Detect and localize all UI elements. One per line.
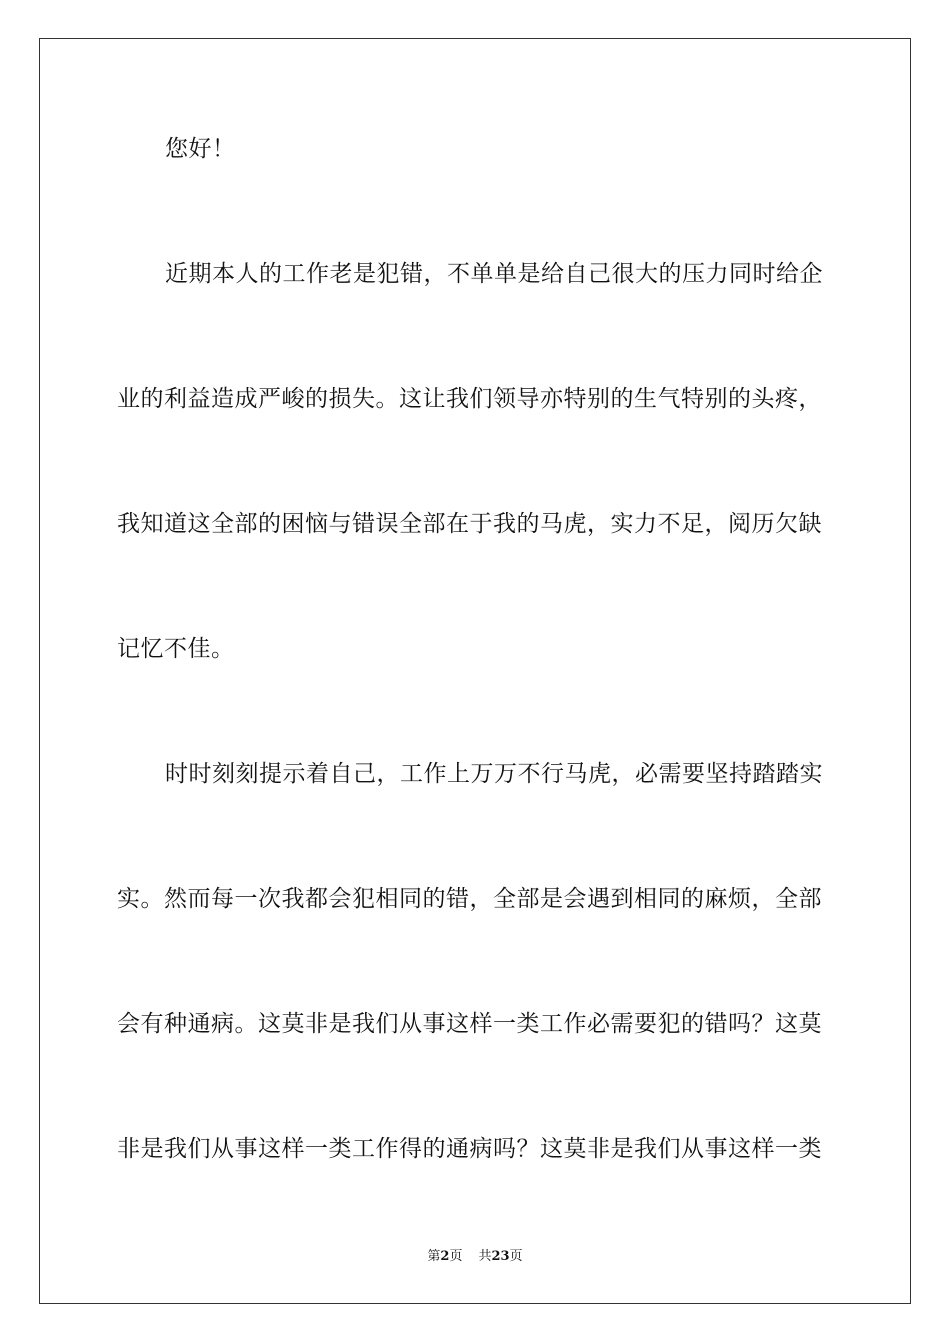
body-line-3: 我知道这全部的困恼与错误全部在于我的马虎，实力不足，阅历欠缺 [117,511,822,537]
body-line-1: 近期本人的工作老是犯错，不单单是给自己很大的压力同时给企 [165,261,823,287]
total-prefix: 共 [478,1249,492,1264]
page-footer [0,1248,950,1266]
body-line-5: 时时刻刻提示着自己，工作上万万不行马虎，必需要坚持踏踏实 [165,761,823,787]
body-line-6: 实。然而每一次我都会犯相同的错，全部是会遇到相同的麻烦，全部 [117,886,822,912]
page-number: 2 [440,1249,450,1264]
body-line-4: 记忆不佳。 [117,636,235,662]
page-suffix: 页 [449,1249,463,1264]
page-frame [39,38,911,1304]
greeting-line: 您好！ [165,136,236,162]
body-line-7: 会有种通病。这莫非是我们从事这样一类工作必需要犯的错吗？这莫 [117,1011,822,1037]
page-prefix: 第 [427,1249,441,1264]
total-suffix: 页 [509,1249,523,1264]
body-line-8: 非是我们从事这样一类工作得的通病吗？这莫非是我们从事这样一类 [117,1136,822,1162]
total-pages: 23 [491,1249,510,1264]
body-line-2: 业的利益造成严峻的损失。这让我们领导亦特别的生气特别的头疼， [117,386,822,412]
